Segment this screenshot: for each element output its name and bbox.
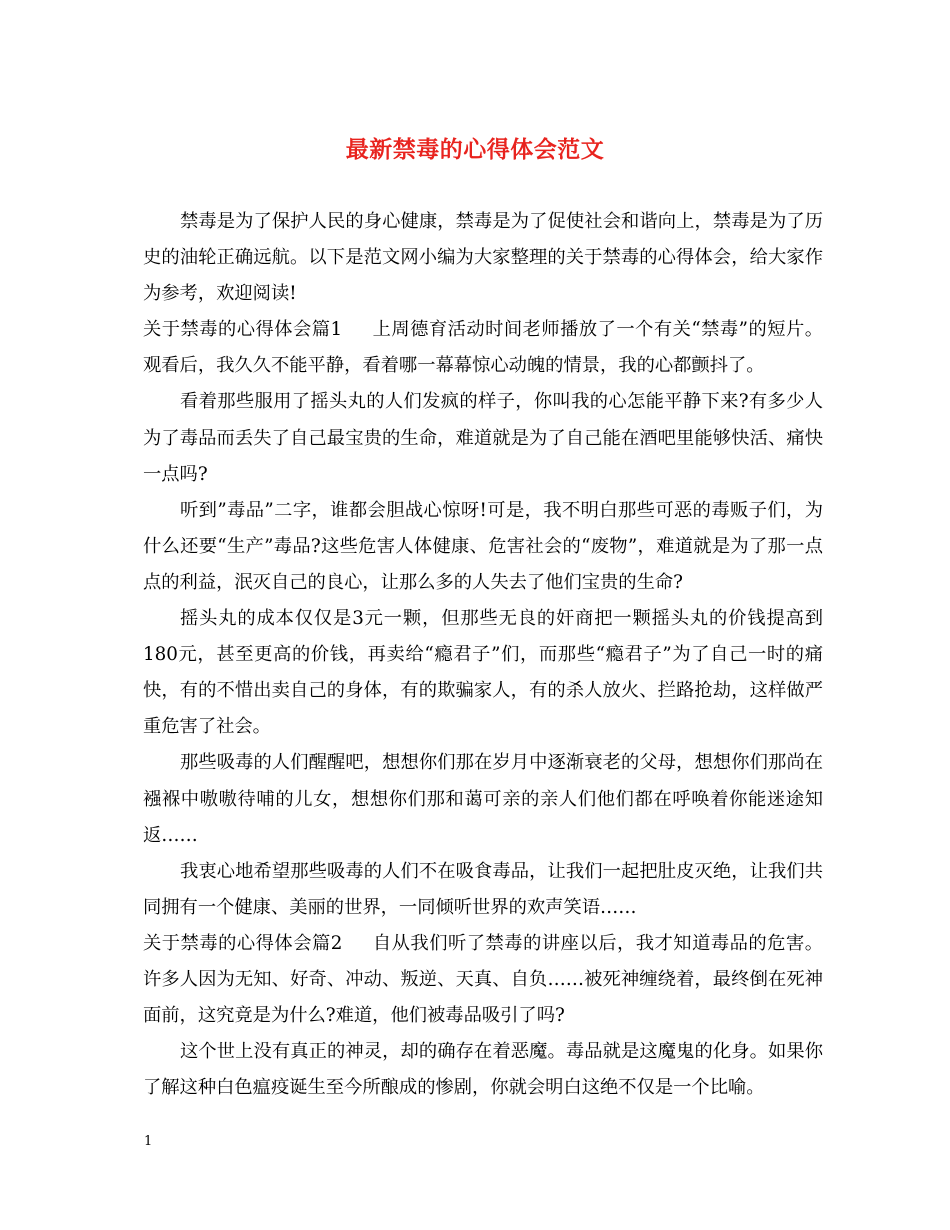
paragraph: 摇头丸的成本仅仅是3元一颗，但那些无良的奸商把一颗摇头丸的价钱提高到180元，甚至更高的价钱，再卖给“瘾君子”们，而那些“瘾君子”为了自己一时的痛快，有的不惜出卖自己的身体，有的欺骗家人，有的杀人放火、拦路抢劫，这样做严重危害了社会。 [143, 608, 823, 738]
page-title: 最新禁毒的心得体会范文 [345, 136, 605, 163]
paragraph: 那些吸毒的人们醒醒吧，想想你们那在岁月中逐渐衰老的父母，想想你们那尚在襁褓中嗷嗷待哺的儿女，想想你们那和蔼可亲的亲人们他们都在呼唤着你能迷途知返…… [143, 752, 823, 846]
page-number: 1 [144, 1134, 153, 1149]
paragraph-section-2 [143, 926, 823, 1034]
paragraph-section-1 [143, 312, 823, 384]
paragraph: 这个世上没有真正的神灵，却的确存在着恶魔。毒品就是这魔鬼的化身。如果你了解这种白色瘟疫诞生至今所酿成的惨剧，你就会明白这绝不仅是一个比喻。 [143, 1041, 823, 1099]
section-heading-2: 关于禁毒的心得体会篇2 [143, 932, 343, 954]
section-heading-1: 关于禁毒的心得体会篇1 [143, 319, 343, 341]
document-body [143, 204, 823, 1106]
section-2-text: 自从我们听了禁毒的讲座以后，我才知道毒品的危害。许多人因为无知、好奇、冲动、叛逆、天真、自负……被死神缠绕着，最终倒在死神面前，这究竟是为什么?难道，他们被毒品吸引了吗? [143, 932, 823, 1027]
paragraph-intro: 禁毒是为了保护人民的身心健康，禁毒是为了促使社会和谐向上，禁毒是为了历史的油轮正确远航。以下是范文网小编为大家整理的关于禁毒的心得体会，给大家作为参考，欢迎阅读! [143, 211, 823, 305]
paragraph: 我衷心地希望那些吸毒的人们不在吸食毒品，让我们一起把肚皮灭绝，让我们共同拥有一个健康、美丽的世界，一同倾听世界的欢声笑语…… [143, 860, 823, 918]
section-1-text: 上周德育活动时间老师播放了一个有关“禁毒”的短片。观看后，我久久不能平静，看着哪一幕幕惊心动魄的情景，我的心都颤抖了。 [143, 319, 823, 377]
paragraph: 听到”毒品”二字，谁都会胆战心惊呀!可是，我不明白那些可恶的毒贩子们，为什么还要“生产”毒品?这些危害人体健康、危害社会的“废物”，难道就是为了那一点点的利益，泯灭自己的良心，让那么多的人失去了他们宝贵的生命? [143, 499, 823, 593]
paragraph: 看着那些服用了摇头丸的人们发疯的样子，你叫我的心怎能平静下来?有多少人为了毒品而丢失了自己最宝贵的生命，难道就是为了自己能在酒吧里能够快活、痛快一点吗? [143, 391, 823, 485]
